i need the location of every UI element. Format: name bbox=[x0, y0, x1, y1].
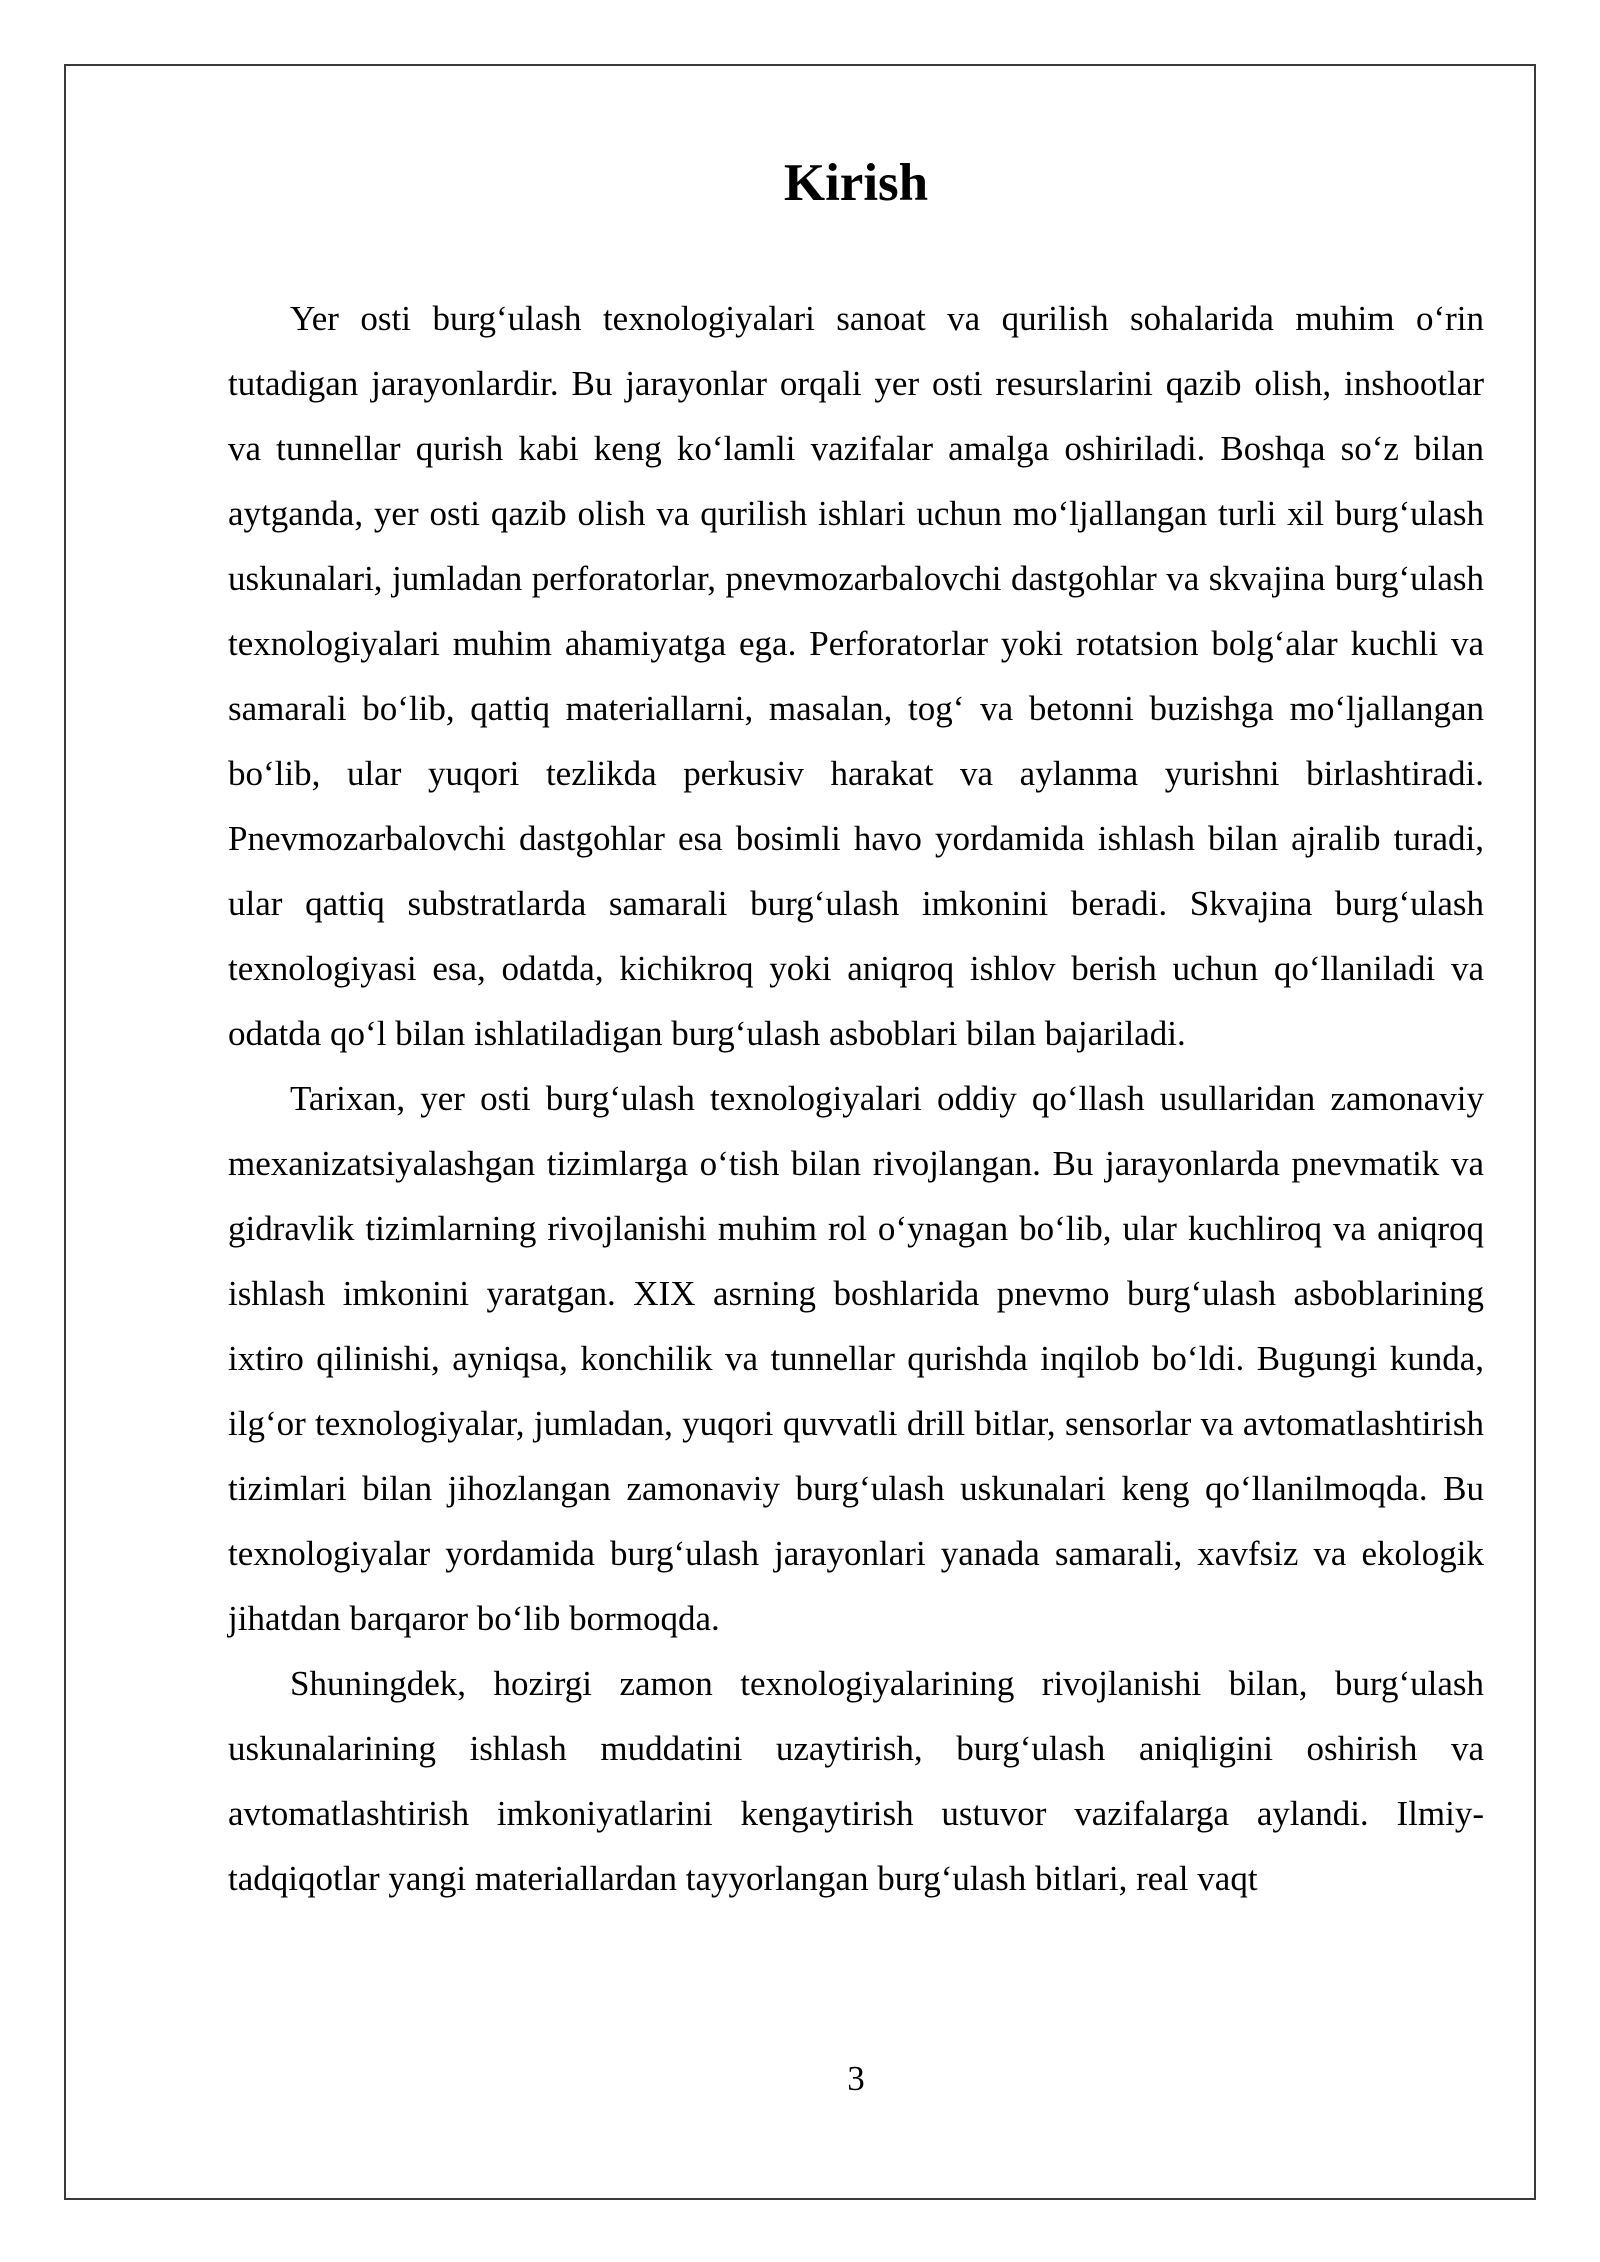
page-title: Kirish bbox=[783, 154, 929, 212]
page-number: 3 bbox=[847, 2059, 865, 2098]
document-body bbox=[228, 286, 1484, 1911]
paragraph-2: Tarixan, yer osti burg‘ulash texnologiyalari oddiy qo‘llash usullaridan zamonaviy mexanizatsiyalashgan tizimlarga o‘tish bilan rivojlangan. Bu jarayonlarda pnevmatik va gidravlik tizimlarning rivojlanishi muhim rol o‘ynagan bo‘lib, ular kuchliroq va aniqroq ishlash imkonini yaratgan. XIX asrning boshlarida pnevmo burg‘ulash asboblarining ixtiro qilinishi, ayniqsa, konchilik va tunnellar qurishda inqilob bo‘ldi. Bugungi kunda, ilg‘or texnologiyalar, jumladan, yuqori quvvatli drill bitlar, sensorlar va avtomatlashtirish tizimlari bilan jihozlangan zamonaviy burg‘ulash uskunalari keng qo‘llanilmoqda. Bu texnologiyalar yordamida burg‘ulash jarayonlari yanada samarali, xavfsiz va ekologik jihatdan barqaror bo‘lib bormoqda. bbox=[228, 1079, 1484, 1638]
paragraph-3: Shuningdek, hozirgi zamon texnologiyalarining rivojlanishi bilan, burg‘ulash uskunalarining ishlash muddatini uzaytirish, burg‘ulash aniqligini oshirish va avtomatlashtirish imkoniyatlarini kengaytirish ustuvor vazifalarga aylandi. Ilmiy-tadqiqotlar yangi materiallardan tayyorlangan burg‘ulash bitlari, real vaqt bbox=[228, 1664, 1484, 1898]
paragraph-1: Yer osti burg‘ulash texnologiyalari sanoat va qurilish sohalarida muhim o‘rin tutadigan jarayonlardir. Bu jarayonlar orqali yer osti resurslarini qazib olish, inshootlar va tunnellar qurish kabi keng ko‘lamli vazifalar amalga oshiriladi. Boshqa so‘z bilan aytganda, yer osti qazib olish va qurilish ishlari uchun mo‘ljallangan turli xil burg‘ulash uskunalari, jumladan perforatorlar, pnevmozarbalovchi dastgohlar va skvajina burg‘ulash texnologiyalari muhim ahamiyatga ega. Perforatorlar yoki rotatsion bolg‘alar kuchli va samarali bo‘lib, qattiq materiallarni, masalan, tog‘ va betonni buzishga mo‘ljallangan bo‘lib, ular yuqori tezlikda perkusiv harakat va aylanma yurishni birlashtiradi. Pnevmozarbalovchi dastgohlar esa bosimli havo yordamida ishlash bilan ajralib turadi, ular qattiq substratlarda samarali burg‘ulash imkonini beradi. Skvajina burg‘ulash texnologiyasi esa, odatda, kichikroq yoki aniqroq ishlov berish uchun qo‘llaniladi va odatda qo‘l bilan ishlatiladigan burg‘ulash asboblari bilan bajariladi. bbox=[228, 299, 1484, 1053]
